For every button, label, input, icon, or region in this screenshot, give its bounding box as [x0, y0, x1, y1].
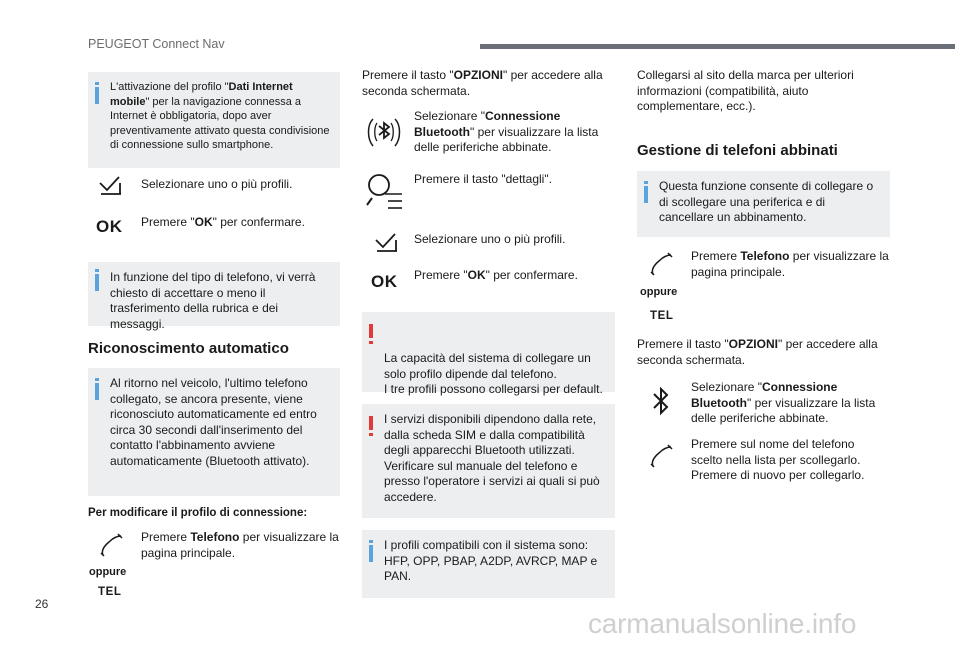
- ok-icon: OK: [96, 217, 123, 236]
- phone-text: [691, 249, 891, 280]
- options-pre: Premere il tasto ": [362, 68, 454, 82]
- warning-text: La capacità del sistema di collegare un solo profilo dipende dal telefono. I tre profili possono collegarsi per default.: [384, 351, 603, 396]
- oppure-label: oppure: [89, 566, 127, 578]
- warning-text: I servizi disponibili dipendono dalla rete, dalla scheda SIM e dalla compatibilità degli apparecchi Bluetooth utilizzati. Verificare sul manuale del telefono e presso l'operatore i servizi ai quali si può accedere.: [384, 412, 600, 504]
- intro-text: Collegarsi al sito della marca per ulteriori informazioni (compatibilità, aiuto complementare, ecc.).: [637, 68, 854, 113]
- phone-icon: [649, 444, 673, 473]
- confirm-pre: Premere ": [414, 268, 468, 282]
- bt-connection-text: [691, 380, 887, 427]
- bluetooth-icon: [649, 385, 673, 424]
- info-icon: [95, 274, 99, 291]
- info-box-riconoscimento: [88, 368, 340, 496]
- bluetooth-connection-icon: [366, 113, 402, 158]
- select-profiles-text: Selezionare uno o più profili.: [414, 232, 566, 246]
- oppure-label: oppure: [640, 286, 678, 298]
- confirm-pre: Premere ": [141, 215, 195, 229]
- info-icon: [95, 87, 99, 104]
- confirm-post: " per confermare.: [485, 268, 578, 282]
- modify-profile-label: Per modificare il profilo di connessione:: [88, 507, 308, 519]
- options-bold: OPZIONI: [453, 68, 503, 82]
- page-number: 26: [35, 597, 49, 611]
- bt-connection-text: [414, 109, 610, 156]
- options-post: " per accedere alla seconda schermata.: [637, 337, 878, 367]
- section-heading-riconoscimento: Riconoscimento automatico: [88, 340, 289, 357]
- phone-pre: Premere: [141, 530, 191, 544]
- confirm-text: [141, 215, 336, 231]
- confirm-post: " per confermare.: [212, 215, 305, 229]
- options-post: " per accedere alla seconda schermata.: [362, 68, 603, 98]
- ok-icon: OK: [371, 272, 398, 291]
- watermark: carmanualsonline.info: [588, 608, 857, 639]
- bt-post: " per visualizzare la lista delle periferiche abbinate.: [414, 124, 599, 154]
- options-text: [362, 68, 614, 99]
- info-text: Al ritorno nel veicolo, l'ultimo telefono collegato, se ancora presente, viene riconosciuto automaticamente ed entro circa 30 secondi dall'inserimento del contatto l'abbinamento avviene automaticamente (Bluetooth attivato).: [110, 376, 317, 468]
- info-text: I profili compatibili con il sistema sono: HFP, OPP, PBAP, A2DP, AVRCP, MAP e PAN.: [384, 538, 598, 583]
- bt-bold: Connessione Bluetooth: [414, 109, 561, 139]
- bt-bold: Connessione Bluetooth: [691, 380, 838, 410]
- confirm-text: [414, 268, 610, 284]
- options-pre: Premere il tasto ": [637, 337, 729, 351]
- phone-bold: Telefono: [740, 249, 790, 263]
- checklist-icon: [97, 174, 125, 201]
- info-text: In funzione del tipo di telefono, vi verrà chiesto di accettare o meno il trasferimento della rubrica e dei messaggi.: [110, 270, 316, 331]
- warning-box-servizi: [362, 404, 615, 518]
- header-bar: [480, 44, 955, 49]
- info-icon: [369, 545, 373, 562]
- info-text: Questa funzione consente di collegare o di scollegare una periferica e di cancellare un abbinamento.: [659, 179, 874, 224]
- confirm-bold: OK: [467, 268, 486, 282]
- warning-icon: [369, 416, 373, 430]
- phone-bold: Telefono: [190, 530, 240, 544]
- phone-icon: [99, 533, 123, 562]
- warning-box-profilo: [362, 312, 615, 396]
- options-bold: OPZIONI: [728, 337, 778, 351]
- phone-post: per visualizzare la pagina principale.: [141, 530, 339, 560]
- disconnect-text: Premere sul nome del telefono scelto nella lista per scollegarlo. Premere di nuovo per collegarlo.: [691, 437, 865, 482]
- info-box-rubrica: [88, 262, 340, 331]
- tel-icon: TEL: [650, 310, 674, 322]
- options-text: [637, 337, 887, 368]
- phone-text: [141, 530, 341, 561]
- phone-post: per visualizzare la pagina principale.: [691, 249, 889, 279]
- details-search-icon: [366, 172, 406, 217]
- phone-pre: Premere: [691, 249, 741, 263]
- bt-pre: Selezionare ": [691, 380, 762, 394]
- confirm-bold: OK: [194, 215, 213, 229]
- phone-icon: [649, 252, 673, 281]
- select-profiles-text: Selezionare uno o più profili.: [141, 177, 293, 191]
- info-box-dati-internet: [88, 72, 340, 168]
- tel-icon: TEL: [98, 586, 122, 598]
- warning-icon: [369, 324, 373, 338]
- section-heading-gestione: Gestione di telefoni abbinati: [637, 142, 838, 159]
- bt-post: " per visualizzare la lista delle periferiche abbinate.: [691, 395, 876, 425]
- info-box-profili: [362, 530, 615, 598]
- info-icon: [95, 383, 99, 400]
- header-title: PEUGEOT Connect Nav: [88, 37, 225, 51]
- details-text: Premere il tasto "dettagli".: [414, 172, 552, 186]
- info-icon: [644, 186, 648, 203]
- bt-pre: Selezionare ": [414, 109, 485, 123]
- info-box-gestione: [637, 171, 890, 237]
- info-text-pre: L'attivazione del profilo ": [110, 81, 229, 93]
- info-text-post: " per la navigazione connessa a Internet è obbligatoria, dopo aver preventivamente attivato questa condivisione di connessione sullo smartphone.: [110, 95, 330, 151]
- info-text-bold: Dati Internet mobile: [110, 81, 293, 108]
- checklist-icon: [373, 231, 401, 258]
